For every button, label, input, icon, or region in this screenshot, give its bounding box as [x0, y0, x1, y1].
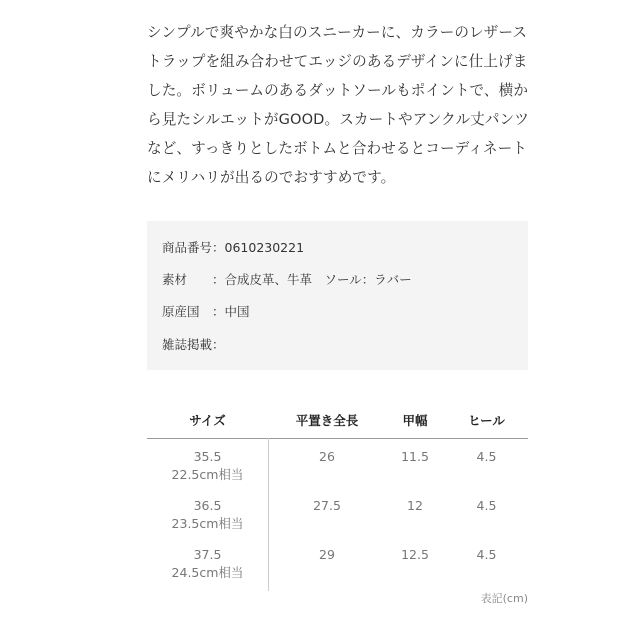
cell-length: 26: [319, 449, 335, 464]
unit-note: 表記(cm): [480, 592, 528, 605]
header-length: 平置き全長: [295, 413, 359, 428]
header-divider: [147, 438, 528, 439]
cell-heel: 4.5: [476, 498, 497, 513]
product-description: [147, 18, 537, 192]
size-value: 36.5: [193, 498, 222, 513]
description-line: した。ボリュームのあるダットソールもポイントで、横か: [147, 82, 529, 99]
description-line: トラップを組み合わせてエッジのあるデザインに仕上げま: [147, 53, 528, 70]
cell-heel: 4.5: [476, 547, 497, 562]
cell-width: 12: [407, 498, 423, 513]
header-size: サイズ: [189, 413, 226, 428]
size-equivalent: 23.5cm相当: [171, 516, 244, 531]
spec-product-number: [162, 240, 304, 256]
spec-panel: [147, 221, 528, 370]
spec-material: [162, 272, 412, 288]
size-value: 37.5: [193, 547, 222, 562]
size-equivalent: 24.5cm相当: [171, 565, 244, 580]
header-heel: ヒール: [468, 413, 505, 428]
table-row-size: [147, 546, 268, 582]
spec-origin: [162, 304, 250, 320]
cell-heel: 4.5: [476, 449, 497, 464]
cell-width: 12.5: [401, 547, 429, 562]
description-line: にメリハリが出るのでおすすめです。: [147, 169, 396, 186]
spec-value: ：中国: [212, 304, 250, 319]
size-table: [147, 405, 528, 591]
spec-label: 雑誌掲載: [162, 337, 213, 352]
spec-value: ：0610230221: [212, 240, 305, 255]
size-value: 35.5: [193, 449, 222, 464]
spec-label: 素材: [162, 272, 188, 287]
spec-value: ：: [212, 337, 225, 352]
size-equivalent: 22.5cm相当: [171, 467, 244, 482]
description-line: など、すっきりとしたボトムと合わせるとコーディネート: [147, 140, 527, 157]
description-line: シンプルで爽やかな白のスニーカーに、カラーのレザース: [147, 24, 528, 41]
spec-label: 商品番号: [162, 240, 213, 255]
spec-label: 原産国: [162, 304, 200, 319]
header-width: 甲幅: [402, 413, 428, 428]
cell-length: 27.5: [313, 498, 341, 513]
table-row-size: [147, 497, 268, 533]
cell-width: 11.5: [401, 449, 429, 464]
cell-length: 29: [319, 547, 335, 562]
spec-magazine: [162, 337, 225, 353]
table-row-size: [147, 448, 268, 484]
spec-value: ：合成皮革、牛革 ソール：ラバー: [212, 272, 412, 287]
description-line: ら見たシルエットがGOOD。スカートやアンクル丈パンツ: [147, 111, 529, 128]
